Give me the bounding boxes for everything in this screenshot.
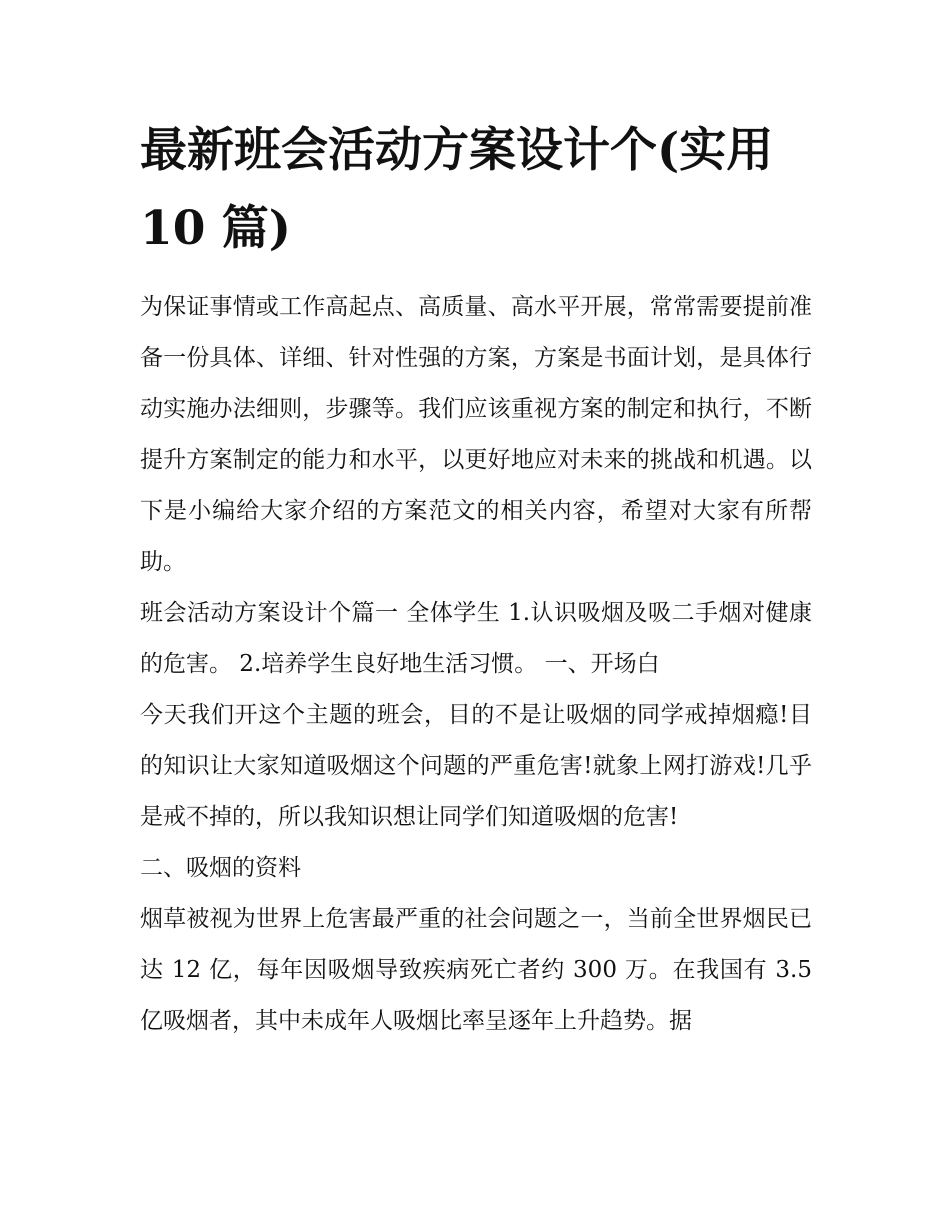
paragraph-heading-smoking-data: 二、吸烟的资料 <box>140 855 301 881</box>
paragraph-section-one: 班会活动方案设计个篇一 全体学生 1.认识吸烟及吸二手烟对健康的危害。 2.培养学生良好地生活习惯。 一、开场白 <box>140 600 812 677</box>
document-title: 最新班会活动方案设计个(实用 10 篇) <box>140 123 774 256</box>
paragraph-smoking-facts: 烟草被视为世界上危害最严重的社会问题之一，当前全世界烟民已达 12 亿，每年因吸烟导致疾病死亡者约 300 万。在我国有 3.5 亿吸烟者，其中未成年人吸烟比率呈逐年上升趋势。据 <box>140 906 812 1034</box>
paragraph-intro: 为保证事情或工作高起点、高质量、高水平开展，常常需要提前准备一份具体、详细、针对性强的方案，方案是书面计划，是具体行动实施办法细则，步骤等。我们应该重视方案的制定和执行，不断提升方案制定的能力和水平，以更好地应对未来的挑战和机遇。以下是小编给大家介绍的方案范文的相关内容，希望对大家有所帮助。 <box>140 294 812 575</box>
paragraph-opening-remarks: 今天我们开这个主题的班会，目的不是让吸烟的同学戒掉烟瘾!目的知识让大家知道吸烟这个问题的严重危害!就象上网打游戏!几乎是戒不掉的，所以我知识想让同学们知道吸烟的危害! <box>140 702 812 830</box>
document-content <box>140 112 812 1047</box>
